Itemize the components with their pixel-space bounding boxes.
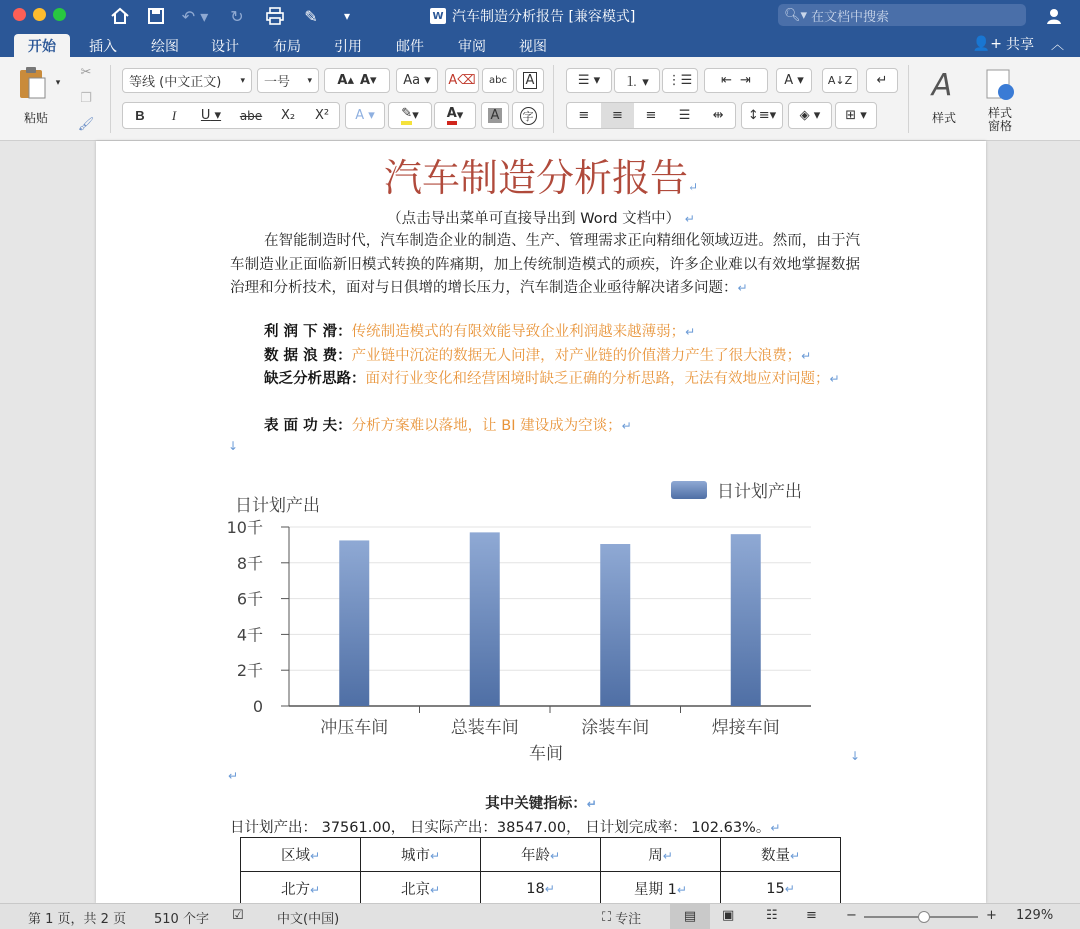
chart-bars [339, 532, 761, 706]
underline-glyph: U [200, 108, 211, 123]
issue-item [230, 321, 860, 345]
tab-design[interactable]: 设计 [211, 38, 239, 55]
paste-label: 粘贴 [23, 111, 48, 125]
font-color-icon[interactable]: A ▾ [434, 102, 476, 129]
line-break-icon: ↓ [850, 749, 861, 763]
bar[interactable] [600, 544, 630, 706]
tab-draw[interactable]: 绘图 [151, 38, 179, 55]
y-tick-label: 8千 [236, 553, 263, 573]
font-size-select[interactable] [257, 68, 319, 93]
table-header-cell[interactable]: 年龄↵ [481, 838, 601, 872]
table-row [241, 872, 841, 906]
data-table [240, 837, 841, 906]
char-border-icon[interactable] [516, 68, 544, 93]
paragraph-mark-icon: ↵ [684, 212, 695, 226]
char-shading-glyph: A [488, 108, 503, 123]
increase-indent-icon[interactable]: ⇥ [740, 73, 751, 88]
underline-button[interactable]: U ▾ [200, 108, 222, 123]
styles-label: 样式 [931, 111, 956, 125]
zoom-out-icon[interactable]: − [846, 908, 857, 923]
enclose-char-icon[interactable] [512, 102, 544, 129]
document-title [96, 147, 986, 202]
undo-icon[interactable]: ↶ ▾ [181, 6, 209, 26]
line-break-icon: ↓ [228, 439, 239, 453]
y-tick-label: 2千 [236, 661, 263, 681]
highlight-color-icon[interactable]: ✎ ▾ [388, 102, 432, 129]
bar[interactable] [731, 534, 761, 706]
distribute-icon[interactable]: ⇹ [712, 108, 724, 123]
x-tick-label: 冲压车间 [320, 718, 389, 738]
align-left-icon[interactable]: ≡ [578, 108, 590, 123]
decrease-indent-icon[interactable]: ⇤ [721, 73, 732, 88]
zoom-slider[interactable] [864, 916, 978, 918]
chevron-down-icon: ▾ [240, 75, 245, 86]
share-button[interactable] [973, 34, 1034, 54]
kpi-line [230, 816, 780, 837]
window-title-text: 汽车制造分析报告 [兼容模式] [452, 9, 636, 25]
paragraph-mark-icon: ↵ [687, 180, 699, 194]
redo-icon[interactable]: ↻ [230, 6, 244, 26]
clear-format-icon[interactable]: A⌫ [445, 68, 479, 93]
account-icon[interactable] [1042, 5, 1068, 27]
table-cell[interactable]: 15↵ [721, 872, 841, 906]
paragraph-mark-icon: ↵ [829, 372, 840, 386]
paragraph-mark-icon: ↵ [586, 797, 597, 811]
styles-pane-icon[interactable] [982, 67, 1018, 103]
table-header-cell[interactable]: 周↵ [601, 838, 721, 872]
bullets-icon[interactable]: ☰ ▾ [566, 68, 612, 93]
alignment-group [566, 102, 736, 129]
issue-text: 面对行业变化和经营困境时缺乏正确的分析思路，无法有效地应对问题； [365, 371, 830, 387]
document-title-text: 汽车制造分析报告 [383, 156, 688, 200]
ribbon-tabs [0, 31, 1080, 57]
language-status[interactable]: 中文(中国) [277, 912, 340, 927]
print-icon[interactable] [263, 5, 287, 27]
issue-text: 产业链中沉淀的数据无人问津，对产业链的价值潜力产生了很大浪费； [351, 348, 802, 364]
x-tick-label: 涂装车间 [581, 718, 650, 738]
table-cell-text: 15 [766, 880, 785, 897]
intro-text: 在智能制造时代，汽车制造企业的制造、生产、管理需求正向精细化领域迈进。然而，由于汽车制造业正面临新旧模式转换的阵痛期，加上传统制造模式的顽疾，许多企业难以有效地掌握数据治理和分析技术，面对与日俱增的增长压力，汽车制造企业亟待解决诸多问题： [230, 233, 860, 296]
tab-references[interactable]: 引用 [334, 38, 362, 55]
draft-view-icon[interactable]: ≡ [806, 908, 817, 923]
line-spacing-icon[interactable]: ↕≡▾ [741, 102, 783, 129]
table-header-cell[interactable]: 区域↵ [241, 838, 361, 872]
y-tick-label: 0 [252, 697, 263, 716]
window-title [430, 6, 635, 26]
asian-layout-icon[interactable]: A ▾ [776, 68, 812, 93]
table-header-cell[interactable]: 数量↵ [721, 838, 841, 872]
table-header-text: 数量 [760, 848, 790, 864]
table-cell[interactable]: 18↵ [481, 872, 601, 906]
x-tick-label: 焊接车间 [711, 718, 780, 738]
table-header-row [241, 838, 841, 872]
y-tick-label: 10千 [226, 518, 263, 537]
tab-home[interactable]: 开始 [14, 34, 70, 57]
superscript-button[interactable]: X² [314, 108, 330, 123]
legend-label: 日计划产出 [717, 482, 802, 502]
document-subtitle-text: （点击导出菜单可直接导出到 Word 文档中） [387, 211, 681, 227]
chevron-down-icon: ▾ [307, 75, 312, 86]
tab-view[interactable]: 视图 [519, 38, 547, 55]
paragraph-mark-icon: ↵ [737, 281, 748, 295]
minimize-window-button[interactable] [33, 8, 46, 21]
font-size-value: 一号 [264, 75, 291, 90]
text-effects-icon[interactable]: A ▾ [345, 102, 385, 129]
web-layout-view-icon[interactable]: ▣ [722, 908, 735, 923]
proofing-icon[interactable]: ☑ [232, 908, 244, 923]
table-cell[interactable]: 北方↵ [241, 872, 361, 906]
zoom-slider-thumb[interactable] [918, 911, 930, 923]
chart-y-axis-title: 日计划产出 [235, 496, 320, 516]
justify-icon[interactable]: ☰ [678, 108, 691, 123]
shrink-font-icon[interactable]: A▾ [360, 73, 377, 88]
bold-button[interactable]: B [135, 108, 145, 123]
table-cell-text: 北京 [400, 882, 430, 898]
tab-review[interactable]: 审阅 [458, 38, 486, 55]
word-app-icon: W [430, 8, 446, 24]
table-cell-text: 18 [526, 880, 545, 897]
home-icon[interactable] [108, 5, 132, 27]
paragraph-mark-icon: ↵ [801, 349, 812, 363]
paragraph-mark-icon: ↵ [685, 325, 696, 339]
edit-doc-icon[interactable]: ✎ [304, 6, 318, 26]
paragraph-mark-icon: ↵ [770, 821, 781, 835]
phonetic-guide-icon[interactable]: abc [482, 68, 514, 93]
title-bar [0, 0, 1080, 31]
zoom-in-icon[interactable]: + [986, 908, 997, 923]
search-input[interactable] [778, 4, 1026, 26]
tab-insert[interactable]: 插入 [89, 38, 117, 55]
enclose-char-glyph: 字 [520, 107, 537, 125]
change-case-icon[interactable]: Aa ▾ [396, 68, 438, 93]
char-border-glyph: A [523, 72, 538, 89]
grow-shrink-font-group [324, 68, 390, 93]
issue-label: 数 据 浪 费： [264, 348, 352, 364]
y-tick-label: 6千 [236, 589, 263, 609]
tab-layout[interactable]: 布局 [273, 38, 301, 55]
grow-font-icon[interactable]: A▴ [337, 73, 354, 88]
paste-dropdown-icon[interactable]: ▾ [55, 78, 61, 88]
add-person-icon: 👤+ [972, 36, 1002, 52]
numbering-icon[interactable]: ⒈ ▾ [614, 68, 660, 93]
table-cell-text: 星期 1 [634, 882, 677, 898]
align-right-icon[interactable]: ≡ [645, 108, 657, 123]
document-page[interactable] [96, 141, 986, 903]
strikethrough-button[interactable]: abe [239, 108, 263, 123]
font-style-group [122, 102, 340, 129]
styles-icon[interactable]: A [931, 67, 953, 103]
customize-toolbar-icon[interactable]: ▾ [343, 9, 351, 23]
document-subtitle [96, 207, 986, 228]
table-header-text: 城市 [400, 848, 430, 864]
font-name-value: 等线 (中文正文) [129, 75, 222, 90]
issue-item [230, 345, 860, 369]
focus-icon: ⛶ [602, 910, 612, 925]
sort-icon[interactable]: A↓Z [822, 68, 858, 93]
issue-text: 分析方案难以落地，让 BI 建设成为空谈； [351, 418, 622, 434]
paragraph-mark-icon: ↵ [621, 419, 632, 433]
table-cell[interactable]: 北京↵ [361, 872, 481, 906]
y-tick-label: 4千 [236, 625, 263, 645]
outline-view-icon[interactable]: ☷ [766, 908, 778, 923]
share-label: 共享 [1006, 37, 1034, 53]
paste-icon[interactable] [14, 65, 50, 101]
bar-chart [221, 461, 831, 771]
table-cell-text: 北方 [280, 882, 310, 898]
italic-button[interactable]: I [171, 107, 177, 123]
issue-item [230, 368, 860, 392]
copy-icon[interactable]: ❐ [80, 90, 92, 106]
issue-label: 缺乏分析思路： [264, 371, 366, 387]
zoom-level[interactable]: 129% [1016, 908, 1054, 923]
page-count[interactable]: 第 1 页，共 2 页 [28, 912, 127, 927]
issue-label: 表 面 功 夫： [264, 418, 352, 434]
ribbon-home [0, 57, 1080, 141]
char-shading-icon[interactable] [481, 102, 509, 129]
show-marks-icon[interactable]: ↵ [866, 68, 898, 93]
styles-pane-label: 样式 窗格 [987, 106, 1012, 133]
chart-y-ticks [227, 518, 289, 716]
bar[interactable] [470, 532, 500, 706]
table-cell[interactable]: 星期 1↵ [601, 872, 721, 906]
format-painter-icon[interactable]: 🖌︎ [77, 116, 95, 132]
chart-x-axis-title: 车间 [529, 744, 563, 764]
table-header-text: 年龄 [520, 848, 550, 864]
borders-icon[interactable]: ⊞ ▾ [835, 102, 877, 129]
kpi-heading [96, 792, 986, 813]
search-placeholder: 在文档中搜索 [811, 9, 890, 25]
bar[interactable] [339, 540, 369, 706]
indent-group [704, 68, 768, 93]
search-icon: 🔍︎▾ [784, 7, 808, 23]
print-layout-view-icon[interactable]: ▤ [670, 904, 710, 929]
status-bar [0, 903, 1080, 929]
align-center-icon[interactable]: ≡ [601, 103, 635, 128]
tab-mailings[interactable]: 邮件 [396, 38, 424, 55]
kpi-heading-text: 其中关键指标： [485, 796, 587, 812]
legend-swatch [671, 481, 707, 499]
focus-button[interactable] [602, 908, 641, 927]
chart-x-ticks [320, 706, 780, 738]
document-canvas [0, 141, 1080, 903]
subscript-button[interactable]: X₂ [280, 108, 296, 123]
save-icon[interactable] [145, 5, 167, 27]
cut-icon[interactable]: ✂ [80, 64, 92, 80]
table-header-cell[interactable]: 城市↵ [361, 838, 481, 872]
zoom-window-button[interactable] [53, 8, 66, 21]
font-name-select[interactable] [122, 68, 252, 93]
collapse-ribbon-icon[interactable]: ︿ [1050, 38, 1064, 53]
intro-paragraph [230, 230, 860, 301]
focus-label: 专注 [615, 912, 642, 927]
multilevel-list-icon[interactable]: ⋮☰ [662, 68, 698, 93]
issue-label: 利 润 下 滑： [264, 324, 352, 340]
shading-icon[interactable]: ◈ ▾ [788, 102, 832, 129]
issue-text: 传统制造模式的有限效能导致企业利润越来越薄弱； [351, 324, 686, 340]
paragraph-mark-icon: ↵ [228, 769, 239, 783]
table-header-text: 周 [648, 848, 663, 864]
x-tick-label: 总装车间 [450, 718, 519, 738]
word-count[interactable]: 510 个字 [154, 912, 209, 927]
close-window-button[interactable] [13, 8, 26, 21]
table-header-text: 区域 [280, 848, 310, 864]
kpi-line-text: 日计划产出： 37561.00， 日实际产出：38547.00， 日计划完成率： 102.63%。 [230, 820, 771, 836]
issue-item [230, 415, 860, 439]
